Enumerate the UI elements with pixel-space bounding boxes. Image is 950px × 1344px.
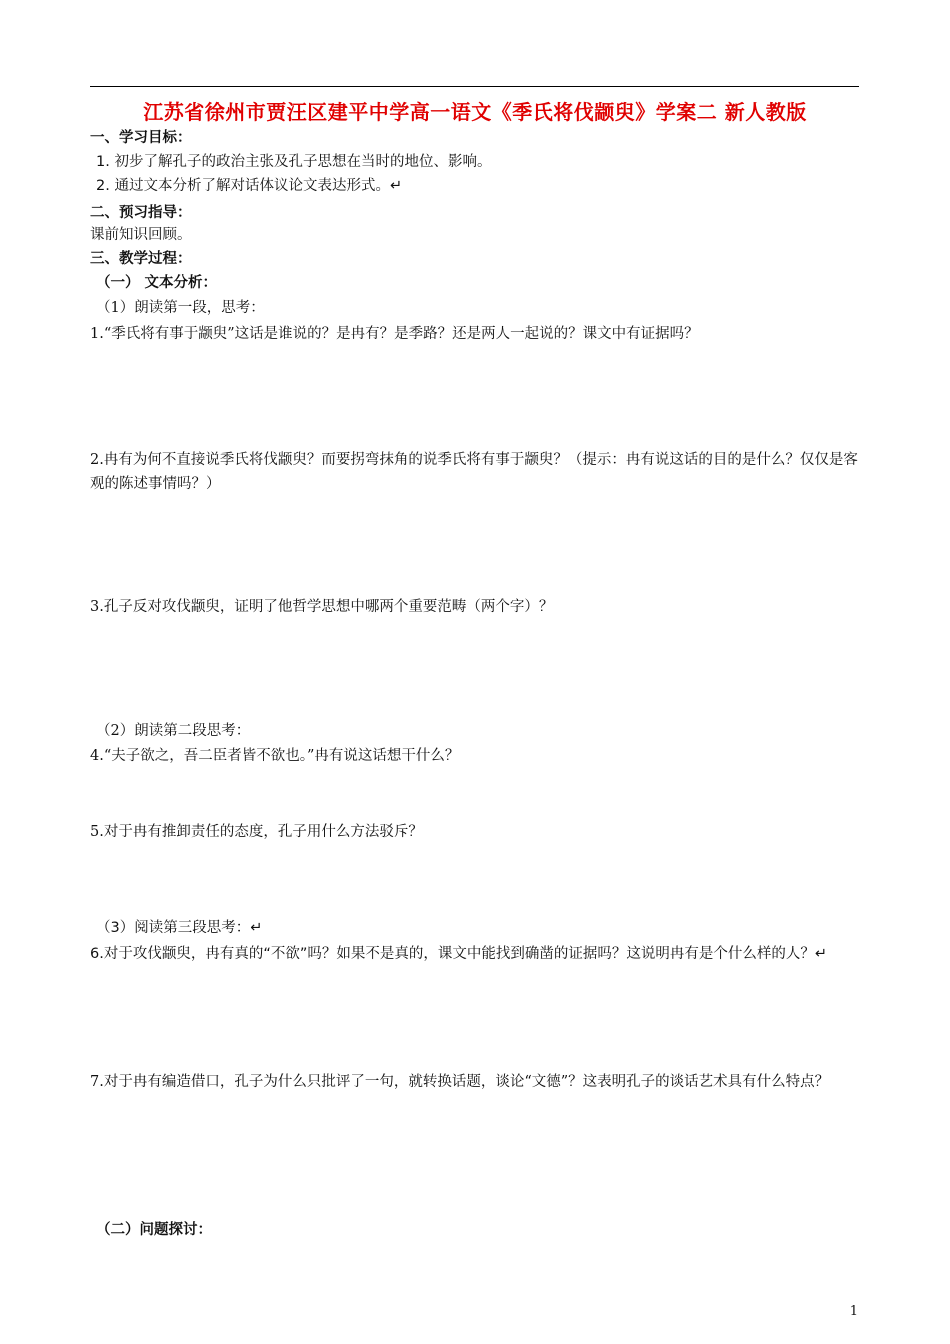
question-6: 6.对于攻伐颛臾，冉有真的“不欲”吗？如果不是真的，课文中能找到确凿的证据吗？这说明冉有是个什么样的人？↵ xyxy=(90,946,828,962)
document-title: 江苏省徐州市贾汪区建平中学高一语文《季氏将伐颛臾》学案二 新人教版 xyxy=(143,100,807,124)
question-3: 3.孔子反对攻伐颛臾，证明了他哲学思想中哪两个重要范畴（两个字）？ xyxy=(90,599,554,615)
page-number: 1 xyxy=(849,1304,858,1319)
goal-2: 2. 通过文本分析了解对话体议论文表达形式。↵ xyxy=(96,178,403,194)
goals-heading: 一、学习目标： xyxy=(90,130,192,146)
question-4: 4.“夫子欲之，吾二臣者皆不欲也。”冉有说这话想干什么？ xyxy=(90,748,460,764)
part1-heading: （一） 文本分析： xyxy=(96,275,218,291)
question-7: 7.对于冉有编造借口，孔子为什么只批评了一句，就转换话题，谈论“文德”？这表明孔子的谈话艺术具有什么特点？ xyxy=(90,1074,830,1090)
preview-heading: 二、预习指导： xyxy=(90,205,192,221)
para3-prompt: （3）阅读第三段思考：↵ xyxy=(96,920,263,936)
question-5: 5.对于冉有推卸责任的态度，孔子用什么方法驳斥？ xyxy=(90,824,423,840)
question-1: 1.“季氏将有事于颛臾”这话是谁说的？是冉有？是季路？还是两人一起说的？课文中有证据吗？ xyxy=(90,326,699,342)
header-rule xyxy=(90,86,859,87)
process-heading: 三、教学过程： xyxy=(90,251,192,267)
preview-text: 课前知识回顾。 xyxy=(90,227,192,243)
goal-1: 1. 初步了解孔子的政治主张及孔子思想在当时的地位、影响。 xyxy=(96,154,492,170)
part2-heading: （二）问题探讨： xyxy=(96,1222,212,1238)
para1-prompt: （1）朗读第一段，思考： xyxy=(96,300,265,316)
question-2: 2.冉有为何不直接说季氏将伐颛臾？而要拐弯抹角的说季氏将有事于颛臾？（提示：冉有说这话的目的是什么？仅仅是客观的陈述事情吗？） xyxy=(90,452,858,492)
para2-prompt: （2）朗读第二段思考： xyxy=(96,723,251,739)
